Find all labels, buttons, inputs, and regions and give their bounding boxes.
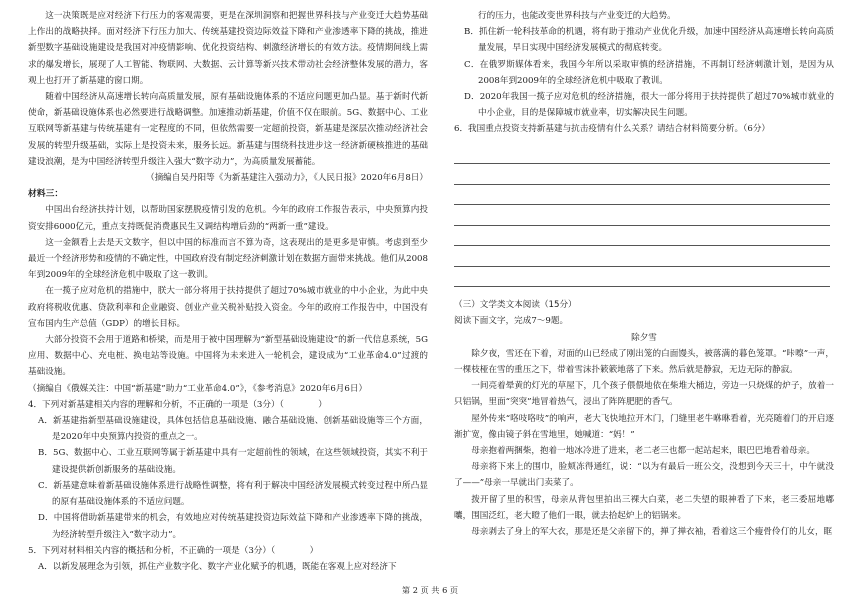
page-number: 第 2 页 共 6 页	[401, 585, 459, 595]
question-5-option-a-continued: 行的压力，也能改变世界科技与产业变迁的大趋势。	[478, 11, 676, 21]
story-paragraph: 母亲抱着两捆柴，抱着一地冰冷进了进来，老二老三也都一起站起来，眼巴巴地看着母亲。	[471, 445, 815, 456]
story-paragraph: 一间亮着晕黄的灯光的草屋下，几个孩子偎偎地依在柴堆大桶边，旁边一只烧煤的炉子，放着一只铝锅，里面“突突”地冒着热气，浸出了阵阵肥肥的香气。	[454, 381, 834, 408]
right-column	[454, 8, 834, 540]
material-paragraph: 这一决策既是应对经济下行压力的客观需要，更是在深圳洞察和把握世界科技与产业变迁大趋势基础上作出的战略抉择。面对经济下行压力加大、传统基建投资边际效益下降和产业渗透率下降的挑战，推进新型数字基础设施建设是我国对冲疫情影响、优化投资结构、刺激经济增长的有效方法。疫情期间线上需求的爆发增长，展现了人工智能、物联网、大数据、云计算等新兴技术带动社会经济整体发展的潜力，客观上也打开了新基建的窗口期。	[28, 11, 428, 86]
section-heading: （三）文学类文本阅读（15分）	[454, 300, 577, 311]
answer-lines	[454, 144, 834, 288]
question-5-option-a: A．以新发展理念为引领，抓住产业数字化、数字产业化赋予的机遇，既能在客观上应对经济下	[38, 561, 397, 572]
material-paragraph: 随着中国经济从高速增长转向高质量发展，原有基础设施体系的不适应问题更加凸显。基于新时代新使命，新基础设施体系也必然要进行战略调整。加速推动新基建，价值不仅在眼前。5G、数据中心、工业互联网等新基建与传统基建有一定程度的不同，但依然需要一定超前投资，新基建是深层次推动经济社会发展的转型升级基础，实际上是投资未来，服务长远。新基建与围绕科技进步这一经济新硬核推进的基础建设浪潮，是为中国经济转型升级注入强大“数字动力”，为高质量发展蓄能。	[28, 92, 428, 167]
answer-line[interactable]	[454, 185, 830, 206]
source-citation: （摘编自吴丹阳等《为新基建注入强动力》，《人民日报》2020年6月8日）	[145, 173, 428, 184]
story-paragraph: 除夕夜，雪还在下着，对面的山已经成了刚出笼的白面馒头，被落满的暮色笼罩。“咔嚓”一声，一棵枝桠在雪的重压之下，带着雪沫扑簌簌地落了下来。然后就是静寂，无边无际的静寂。	[454, 348, 834, 375]
story-title: 除夕雪	[631, 332, 657, 343]
story-paragraph: 屋外传来“咯吱咯吱”的响声，老大飞快地拉开木门，门缝里老牛咻咻看着，光亮随着门的开启逐渐扩宽，像由镜子斜在雪地里，她喊道：“妈！”	[454, 413, 834, 440]
material-paragraph: 这一金额看上去是天文数字，但以中国的标准而言不算为奇，这表现出的是更多是审慎。考虑到至少最近一个经济形势和疫情的不确定性，中国政府没有制定经济刺激计划在数据方面带来挑战。他们从2008年到2009年的全球经济危机中吸取了这一教训。	[28, 237, 428, 281]
question-4-option-d: D．中国将借助新基建带来的机会，有效地应对传统基建投资边际效益下降和产业渗透率下降的挑战，为经济转型升级注入“数字动力”。	[38, 513, 428, 540]
question-4-option-b: B．5G、数据中心、工业互联网等属于新基建中具有一定超前性的领域，在这些领域投资，其实不利于建设提供新创新服务的基础设施。	[38, 448, 428, 475]
question-4-option-c: C．新基建意味着新基础设施体系进行战略性调整，将有利于解决中国经济发展模式转变过程中所凸显的原有基础设施体系的不适应问题。	[38, 480, 428, 508]
source-citation: （摘编自《俄媒关注：中国“新基建”助力“工业革命4.0”》，《参考消息》2020年6月6日）	[28, 383, 368, 394]
answer-line[interactable]	[454, 226, 830, 247]
material-paragraph: 在一揽子应对危机的措施中，朕大一部分将用于扶持提供了超过70%城市就业的中小企业，为此中央政府将税收优惠、贷款利率和企业融资、创业产业关税补贴投入资金。今年的政府工作报告中，中国没有宣布国内生产总值（GDP）的增长目标。	[28, 286, 428, 329]
question-5-option-b: B．抓住新一轮科技革命的机遇，将有助于推动产业优化升级，加速中国经济从高速增长转向高质量发展，早日实现中国经济发展模式的彻底转变。	[464, 27, 834, 54]
material-3-heading: 材料三：	[28, 189, 64, 200]
answer-line[interactable]	[454, 144, 830, 165]
question-4: 4．下列对新基建相关内容的理解和分析，不正确的一项是（3分）（ ）	[28, 399, 327, 410]
question-5: 5．下列对材料相关内容的概括和分析，不正确的一项是（3分）（ ）	[28, 545, 319, 556]
story-paragraph: 母亲剥去了身上的军大衣，那是还是父亲留下的，掸了掸衣袖，看着这三个瘦骨伶仃的儿女，眶	[471, 526, 833, 537]
story-paragraph: 母亲将下来上的围巾，脸颊冻得通红，说：“以为有最后一班公交，没想到今天三十，中午就没了——”母亲一早就出门卖菜了。	[454, 462, 834, 489]
question-5-option-d: D．2020年我国一揽子应对危机的经济措施，很大一部分将用于扶持提供了超过70%城市就业的中小企业，目的是保障城市就业率，切实解决民生问题。	[464, 92, 834, 119]
answer-line[interactable]	[454, 246, 830, 267]
answer-line[interactable]	[454, 267, 830, 288]
material-paragraph: 中国出台经济扶持计划，以帮助国家摆脱疫情引发的危机。今年的政府工作报告表示，中央预算内投资安排6000亿元，重点支持既促消费惠民生又调结构增后劲的“两新一重”建设。	[28, 205, 428, 232]
question-6: 6．我国重点投资支持新基建与抗击疫情有什么关系？请结合材料简要分析。（6分）	[454, 124, 771, 135]
answer-line[interactable]	[454, 164, 830, 185]
answer-line[interactable]	[454, 205, 830, 226]
story-paragraph: 拨开留了里的积雪，母亲从背包里拍出三裸大白菜，老二失望的眼神看了下来，老三委屈地嘟囔，围国泛红，老大瞪了他们一眼，就去拾起炉上的铝锅来。	[454, 494, 834, 521]
reading-instruction: 阅读下面文字，完成7～9题。	[454, 316, 569, 327]
question-4-option-a: A．新基建指新型基础设施建设，具体包括信息基础设施、融合基础设施、创新基础设施等三个方面，是2020年中央预算内投资的重点之一。	[38, 416, 428, 443]
material-paragraph: 大部分投资不会用于道路和桥梁，而是用于被中国理解为“新型基础设施建设”的新一代信息系统，5G应用、数据中心、充电桩、换电站等设施。中国将为未来进入一轮机会，建设成为“工业革命4.0”过渡的基础设施。	[28, 335, 428, 378]
question-5-option-c: C．在俄罗斯媒体看来，我国今年所以采取审慎的经济措施，不再制订经济刺激计划，是因为从2008年到2009年的全球经济危机中吸取了教训。	[464, 59, 834, 86]
left-column	[28, 8, 428, 575]
